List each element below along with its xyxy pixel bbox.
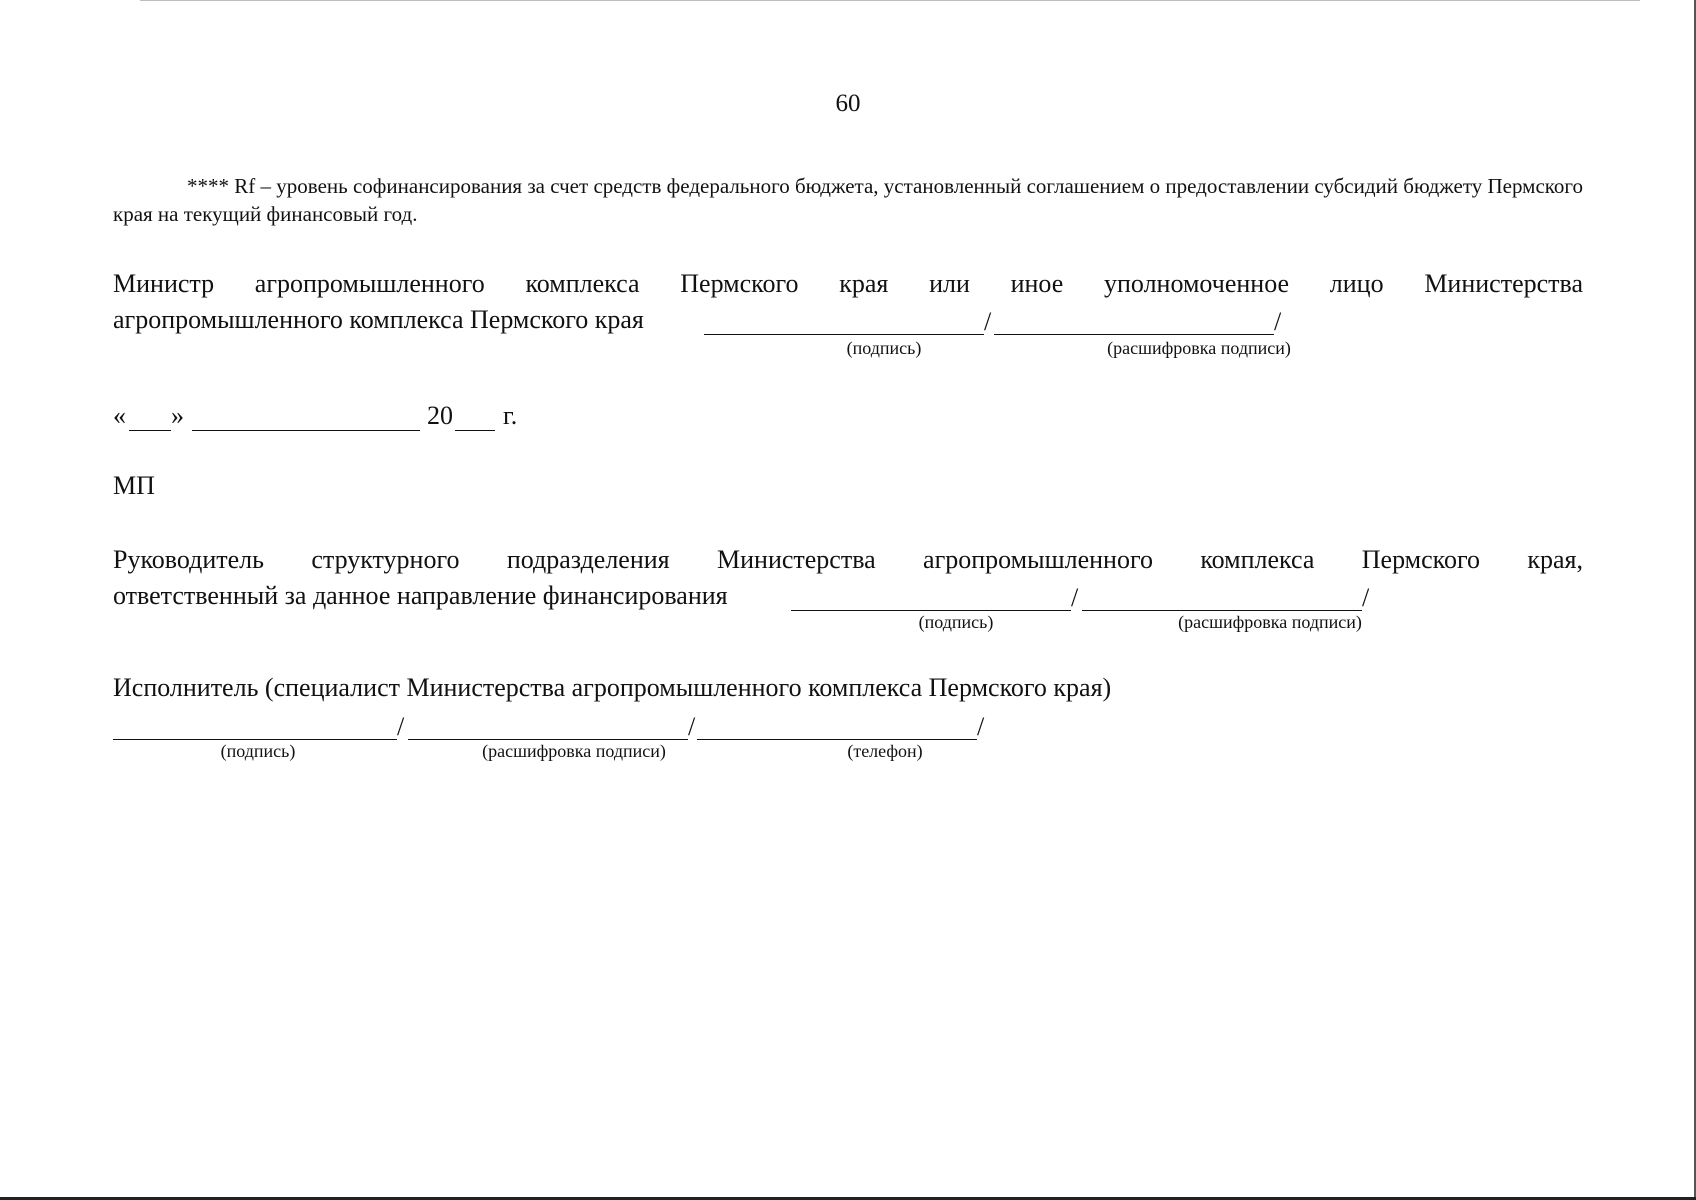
head-slash-2: / xyxy=(1362,583,1370,612)
stamp-label: МП xyxy=(113,471,155,500)
footnote-rf: **** Rf – уровень софинансирования за счет средств федерального бюджета, установленный соглашением о предоставлении субсидий бюджету Пермского края на текущий финансовый год. xyxy=(113,174,1583,226)
executor-decoding-field[interactable] xyxy=(408,739,688,740)
head-line-1: Руководитель структурного подразделения Министерства агропромышленного комплекса Пермского края, xyxy=(113,545,1583,574)
date-year-suffix: г. xyxy=(503,401,518,430)
head-caption-decoding: (расшифровка подписи) xyxy=(1178,612,1362,632)
executor-caption-decoding: (расшифровка подписи) xyxy=(482,741,666,761)
date-close-quote: » xyxy=(171,401,184,430)
scan-edge-top xyxy=(140,0,1640,1)
minister-decoding-field[interactable] xyxy=(994,334,1274,335)
head-slash-1: / xyxy=(1071,583,1079,612)
head-signature-field[interactable] xyxy=(791,610,1071,611)
date-day-field[interactable] xyxy=(129,430,171,431)
date-year-prefix: 20 xyxy=(427,401,453,430)
minister-line-2: агропромышленного комплекса Пермского края xyxy=(113,305,644,334)
executor-slash-2: / xyxy=(688,712,696,741)
executor-signature-field[interactable] xyxy=(113,739,397,740)
minister-slash-2: / xyxy=(1274,307,1282,336)
date-open-quote: « xyxy=(113,401,126,430)
minister-caption-decoding: (расшифровка подписи) xyxy=(1107,338,1291,358)
minister-slash-1: / xyxy=(984,307,992,336)
minister-signature-field[interactable] xyxy=(704,334,984,335)
executor-caption-signature: (подпись) xyxy=(220,741,296,761)
minister-caption-signature: (подпись) xyxy=(846,338,922,358)
executor-slash-3: / xyxy=(977,712,985,741)
executor-title: Исполнитель (специалист Министерства агропромышленного комплекса Пермского края) xyxy=(113,673,1112,702)
date-month-field[interactable] xyxy=(192,430,420,431)
head-decoding-field[interactable] xyxy=(1082,610,1362,611)
head-caption-signature: (подпись) xyxy=(918,612,994,632)
minister-line-1: Министр агропромышленного комплекса Пермского края или иное уполномоченное лицо Министерства xyxy=(113,269,1583,298)
head-line-2: ответственный за данное направление финансирования xyxy=(113,581,728,610)
executor-phone-field[interactable] xyxy=(697,739,977,740)
date-year-field[interactable] xyxy=(455,430,495,431)
page-number: 60 xyxy=(835,90,861,117)
executor-caption-phone: (телефон) xyxy=(847,741,923,761)
executor-slash-1: / xyxy=(397,712,405,741)
